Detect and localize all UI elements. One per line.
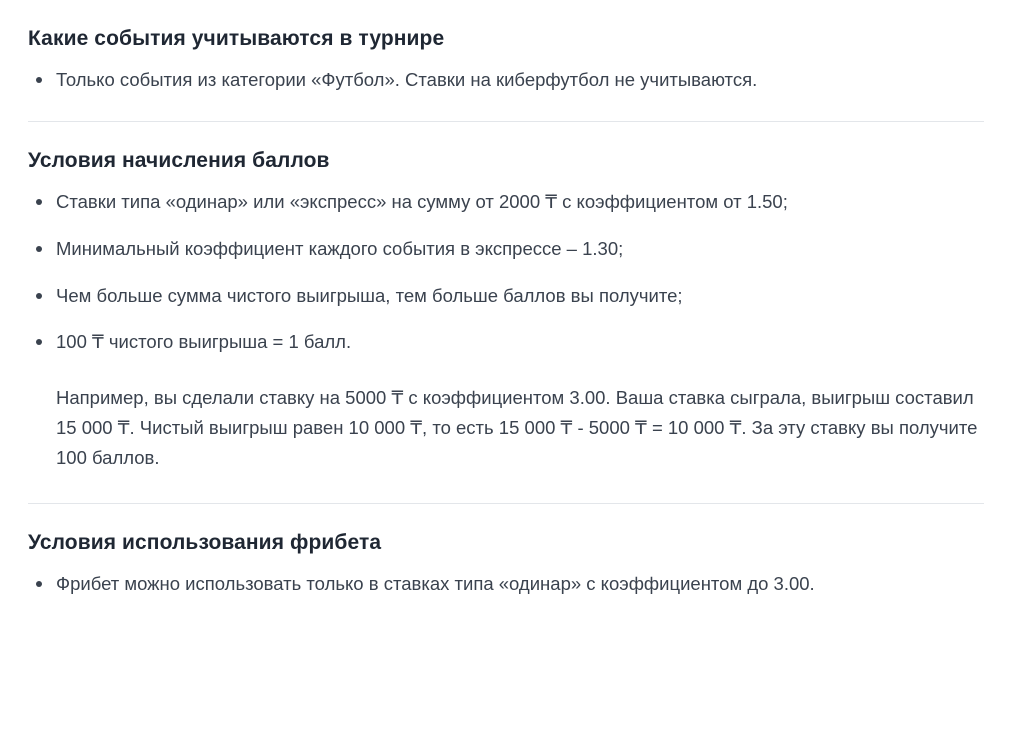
section-title-tournament-events: Какие события учитываются в турнире: [28, 27, 445, 50]
list-item: Чем больше сумма чистого выигрыша, тем больше баллов вы получите;: [28, 282, 984, 311]
section-points-conditions: [28, 121, 984, 489]
points-example-note: Например, вы сделали ставку на 5000 ₸ с коэффициентом 3.00. Ваша ставка сыграла, выигрыш составил 15 000 ₸. Чистый выигрыш равен 10 000 ₸, то есть 15 000 ₸ - 5000 ₸ = 10 000 ₸. За эту ставку вы получите 100 баллов.: [56, 386, 978, 468]
list-item: 100 ₸ чистого выигрыша = 1 балл.: [28, 328, 984, 357]
list-tournament-events: [28, 66, 984, 95]
list-freebet-conditions: [28, 570, 984, 599]
list-item: Ставки типа «одинар» или «экспресс» на сумму от 2000 ₸ с коэффициентом от 1.50;: [28, 188, 984, 217]
list-item: Фрибет можно использовать только в ставках типа «одинар» с коэффициентом до 3.00.: [28, 570, 984, 599]
section-title-freebet-conditions: Условия использования фрибета: [28, 530, 382, 554]
section-freebet-conditions: [28, 503, 984, 611]
section-title-points-conditions: Условия начисления баллов: [28, 148, 330, 172]
list-points-conditions: [28, 188, 984, 357]
list-item: Только события из категории «Футбол». Ставки на киберфутбол не учитываются.: [28, 66, 984, 95]
section-tournament-events: [28, 26, 984, 107]
list-item: Минимальный коэффициент каждого события в экспрессе – 1.30;: [28, 235, 984, 264]
